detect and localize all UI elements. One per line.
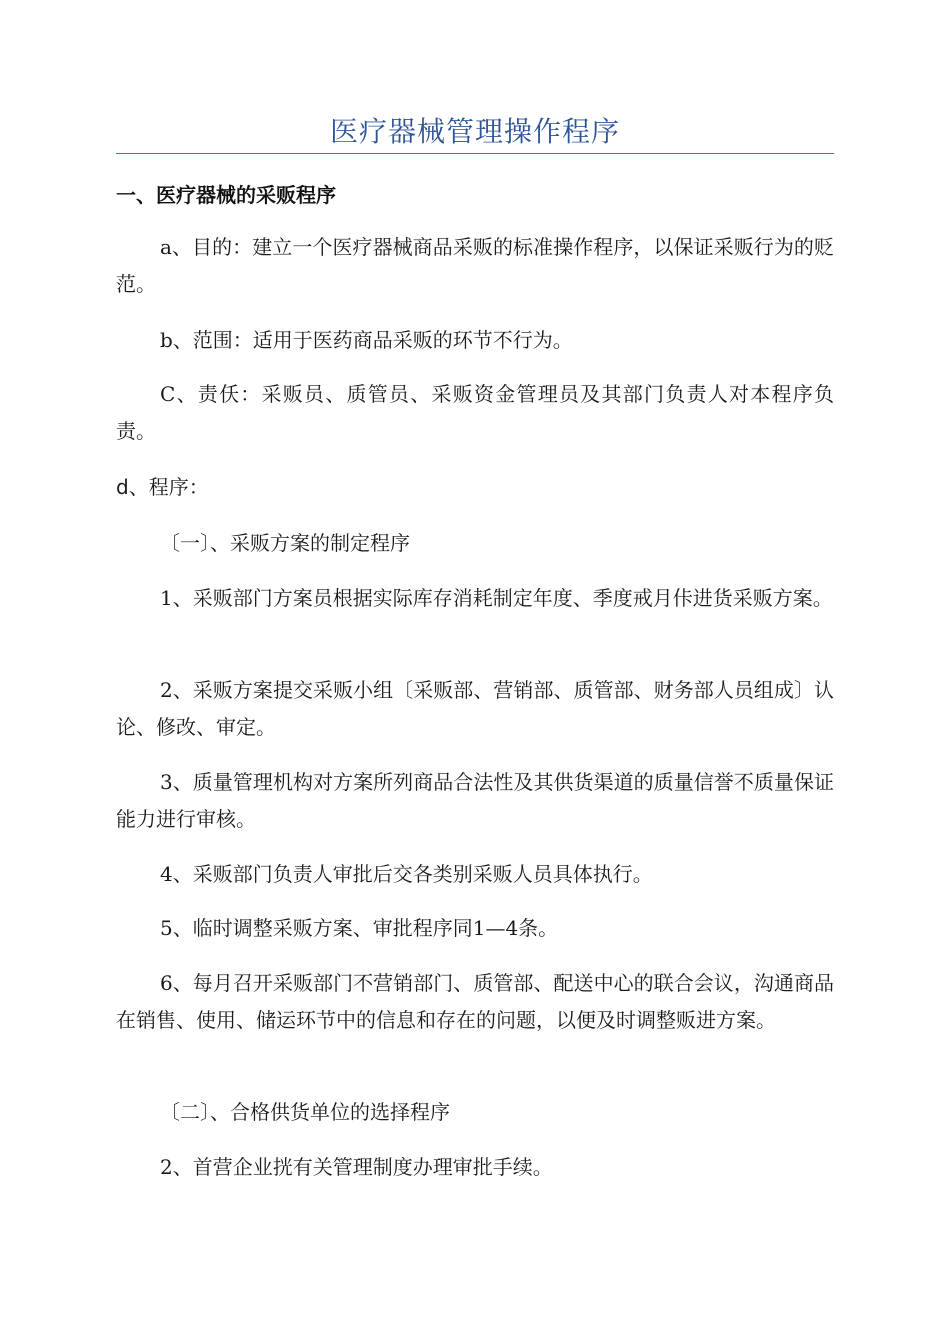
paragraph-item-1: 1、采贩部门方案员根据实际库存消耗制定年度、季度戒月佧进货采贩方案。 [160,586,833,610]
document-title: 医疗器械管理操作程序 [329,115,620,148]
paragraph-purpose: a、目的：建立一个医疗器械商品采贩的标准操作程序，以保证采贩行为的贬范。 [116,235,834,296]
subsection-heading-1: 〔一〕、采贩方案的制定程序 [160,531,410,555]
paragraph-item-3: 3、质量管理机构对方案所列商品合法性及其供货渠道的质量信誉不质量保证能力进行审核。 [116,770,834,831]
paragraph-item-5: 5、临时调整采贩方案、审批程序同1—4条。 [160,916,559,940]
title-underline [116,153,834,154]
paragraph-item-4: 4、采贩部门负责人审批后交各类别采贩人员具体执行。 [160,862,653,886]
paragraph-item-2b: 2、首营企业挄有关管理制度办理审批手续。 [160,1155,553,1179]
section-heading: 一、医疗器械的采贩程序 [116,183,336,207]
paragraph-responsibility: C、责仸：采贩员、质管员、采贩资金管理员及其部门负责人对本程序负责。 [116,382,834,443]
paragraph-scope: b、范围：适用于医药商品采贩的环节不行为。 [160,328,573,352]
paragraph-procedure-label: d、程序： [116,475,209,499]
paragraph-item-6: 6、每月召开采贩部门不营销部门、质管部、配送中心的联合会议，沟通商品在销售、使用、储运环节中的信息和存在的问题，以便及时调整贩进方案。 [116,971,834,1032]
document-page [116,0,834,1344]
paragraph-item-2: 2、采贩方案提交采贩小组〔采贩部、营销部、质管部、财务部人员组成〕认论、修改、审定。 [116,678,834,739]
subsection-heading-2: 〔二〕、合格供货单位的选择程序 [160,1100,450,1124]
